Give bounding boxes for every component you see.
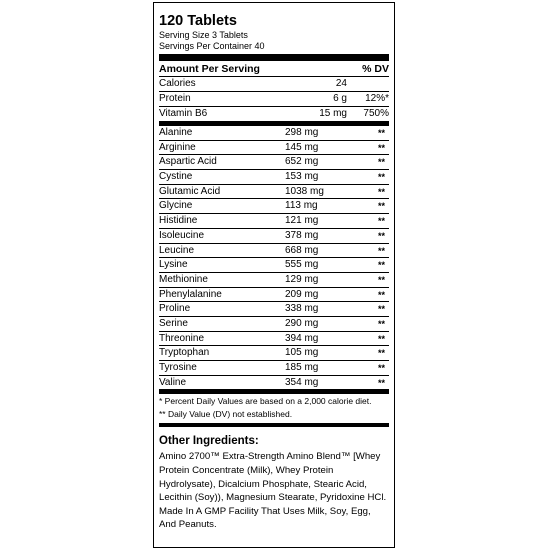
nutrient-dv: ** [377,201,385,212]
amino-acid-row [159,126,389,141]
nutrient-row [159,92,389,107]
nutrient-name: Glutamic Acid [159,185,221,197]
dv-heading: % DV [362,63,389,75]
nutrient-amount: 652 mg [285,156,319,168]
nutrient-dv: ** [377,157,385,168]
amino-acid-rows [159,126,389,389]
nutrient-name: Vitamin B6 [159,108,208,119]
nutrient-name: Leucine [159,244,195,256]
nutrient-amount: 6 g [333,93,347,104]
nutrient-name: Valine [159,376,187,388]
nutrient-amount: 145 mg [285,141,319,153]
nutrient-amount: 290 mg [285,317,319,329]
nutrient-amount: 555 mg [285,259,319,271]
servings-per-container: Servings Per Container 40 [159,41,265,51]
nutrient-amount: 209 mg [285,288,319,300]
nutrient-amount: 105 mg [285,347,319,359]
nutrient-dv: ** [377,333,385,344]
nutrient-name: Isoleucine [159,229,205,241]
nutrient-dv: ** [377,377,385,388]
footnote-percent-dv: * Percent Daily Values are based on a 2,000 calorie diet. [159,396,372,407]
nutrient-name: Proline [159,303,191,315]
label-content [159,3,389,532]
footnote-dv-not-established: ** Daily Value (DV) not established. [159,409,293,420]
nutrient-dv: ** [377,289,385,300]
nutrient-dv: ** [377,128,385,138]
nutrient-dv: ** [377,318,385,329]
nutrient-amount: 378 mg [285,229,319,241]
nutrient-dv: ** [377,142,385,153]
nutrient-amount: 129 mg [285,273,319,285]
nutrient-amount: 298 mg [285,127,319,138]
nutrient-amount: 121 mg [285,215,319,227]
nutrient-amount: 338 mg [285,303,319,315]
amino-acid-row [159,141,389,156]
nutrient-dv: ** [377,260,385,271]
nutrient-row [159,77,389,92]
supplement-facts-label [153,2,395,548]
nutrient-name: Tyrosine [159,362,197,373]
amino-acid-row [159,155,389,170]
nutrient-row [159,107,389,121]
amino-acid-row [159,185,389,200]
nutrient-name: Tryptophan [159,347,210,359]
nutrient-name: Threonine [159,332,205,344]
nutrient-name: Cystine [159,171,193,183]
amount-header [159,61,389,77]
nutrient-amount: 113 mg [285,200,318,212]
nutrient-dv: ** [377,304,385,315]
nutrient-name: Methionine [159,273,208,285]
nutrient-name: Histidine [159,215,198,227]
amount-per-serving-heading: Amount Per Serving [159,63,260,75]
nutrient-amount: 668 mg [285,244,319,256]
amino-acid-row [159,273,389,288]
nutrient-name: Calories [159,78,196,89]
nutrient-dv: 750% [363,108,389,119]
other-ingredients-title: Other Ingredients: [159,435,259,448]
nutrient-dv: ** [377,172,385,183]
nutrient-name: Lysine [159,259,188,271]
divider-thick [159,54,389,61]
serving-size: Serving Size 3 Tablets [159,30,248,40]
amino-acid-row [159,317,389,332]
amino-acid-row [159,346,389,361]
nutrient-dv: ** [377,348,385,359]
footnotes [159,394,389,420]
nutrient-dv: 12%* [365,93,389,104]
amino-acid-row [159,214,389,229]
amino-acid-row [159,288,389,303]
nutrient-amount: 394 mg [285,332,319,344]
amino-acid-row [159,332,389,347]
nutrient-name: Alanine [159,127,193,138]
nutrient-name: Serine [159,317,188,329]
nutrient-amount: 354 mg [285,376,319,388]
amino-acid-row [159,258,389,273]
nutrient-name: Arginine [159,141,196,153]
nutrient-name: Glycine [159,200,193,212]
amino-acid-row [159,302,389,317]
nutrient-dv: ** [377,186,385,197]
main-nutrient-rows [159,77,389,121]
nutrient-dv: ** [377,274,385,285]
amino-acid-row [159,361,389,376]
divider-other-ingredients [159,423,389,427]
amino-acid-row [159,170,389,185]
nutrient-amount: 1038 mg [285,185,324,197]
nutrient-dv: ** [377,230,385,241]
nutrient-dv: ** [377,363,385,373]
product-count-title: 120 Tablets [159,13,237,29]
nutrient-amount: 185 mg [285,362,319,373]
nutrient-amount: 15 mg [319,108,347,119]
amino-acid-row [159,244,389,259]
nutrient-name: Phenylalanine [159,288,222,300]
nutrient-dv: ** [377,245,385,256]
nutrient-name: Aspartic Acid [159,156,217,168]
nutrient-amount: 153 mg [285,171,319,183]
other-ingredients-text: Amino 2700™ Extra-Strength Amino Blend™ [Whey Protein Concentrate (Milk), Whey Protein Hydrolysate), Dicalcium Phosphate, Stearic Acid, Lecithin (Soy)), Magnesium Stearate, Pyridoxine HCl. Made In A GMP Facility That Uses Milk, Soy, Egg, And Peanuts. [159,451,387,531]
amino-acid-row [159,376,389,390]
amino-acid-row [159,229,389,244]
amino-acid-row [159,199,389,214]
nutrient-amount: 24 [335,78,347,89]
nutrient-dv: ** [377,216,385,227]
nutrient-name: Protein [159,93,191,104]
